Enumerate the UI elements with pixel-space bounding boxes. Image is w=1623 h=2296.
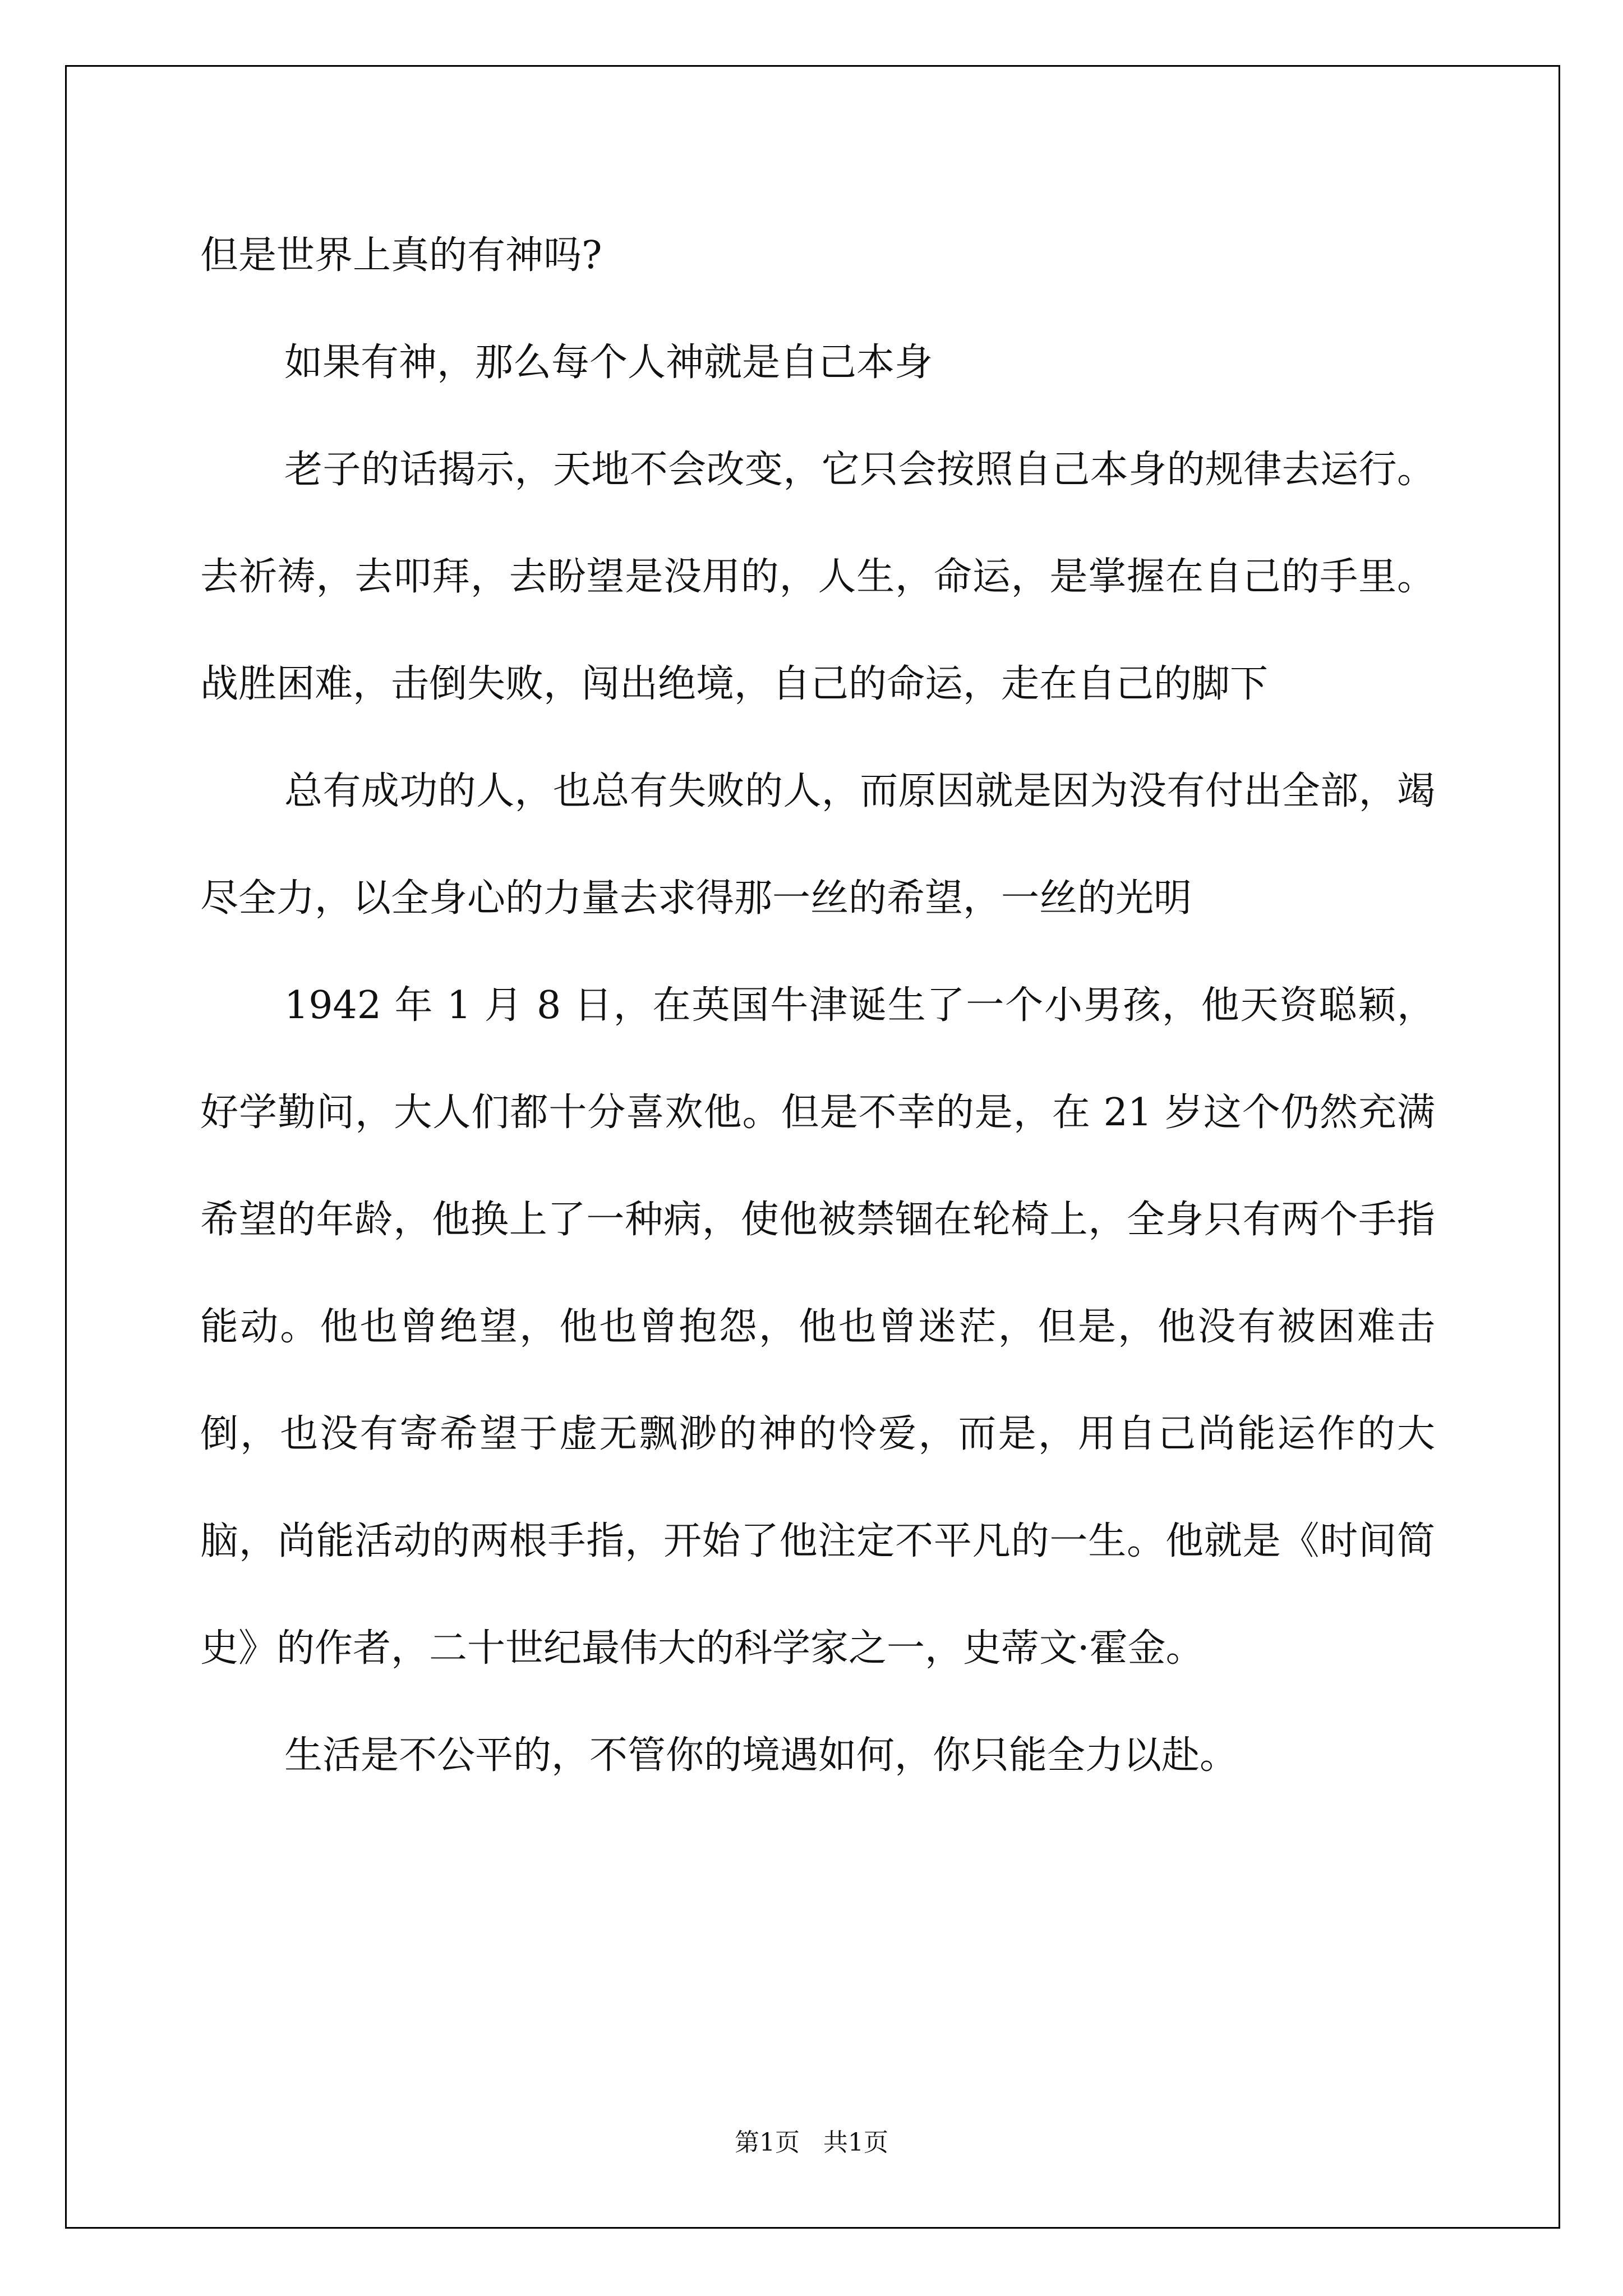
page-number: 第1页 — [735, 2128, 800, 2157]
paragraph-4: 总有成功的人，也总有失败的人，而原因就是因为没有付出全部，竭尽全力，以全身心的力量去求得那一丝的希望，一丝的光明 — [200, 769, 1435, 921]
page-footer — [0, 2122, 1623, 2158]
paragraph-6: 生活是不公平的，不管你的境遇如何，你只能全力以赴。 — [284, 1733, 1238, 1778]
paragraph-2: 如果有神，那么每个人神就是自己本身 — [284, 341, 933, 385]
paragraph-1: 但是世界上真的有神吗? — [200, 233, 602, 278]
page-total: 共1页 — [823, 2128, 888, 2157]
paragraph-3: 老子的话揭示，天地不会改变，它只会按照自己本身的规律去运行。去祈祷，去叩拜，去盼望是没用的，人生，命运，是掌握在自己的手里。战胜困难，击倒失败，闯出绝境，自己的命运，走在自己的脚下 — [200, 448, 1435, 706]
paragraph-5: 1942 年 1 月 8 日，在英国牛津诞生了一个小男孩，他天资聪颖，好学勤问，大人们都十分喜欢他。但是不幸的是，在 21 岁这个仍然充满希望的年龄，他换上了一种病，使他被禁锢在轮椅上，全身只有两个手指能动。他也曾绝望，他也曾抱怨，他也曾迷茫，但是，他没有被困难击倒，也没有寄希望于虚无飘渺的神的怜爱，而是，用自己尚能运作的大脑，尚能活动的两根手指，开始了他注定不平凡的一生。他就是《时间简史》的作者，二十世纪最伟大的科学家之一，史蒂文·霍金。 — [200, 983, 1435, 1671]
document-body — [200, 202, 1435, 1809]
